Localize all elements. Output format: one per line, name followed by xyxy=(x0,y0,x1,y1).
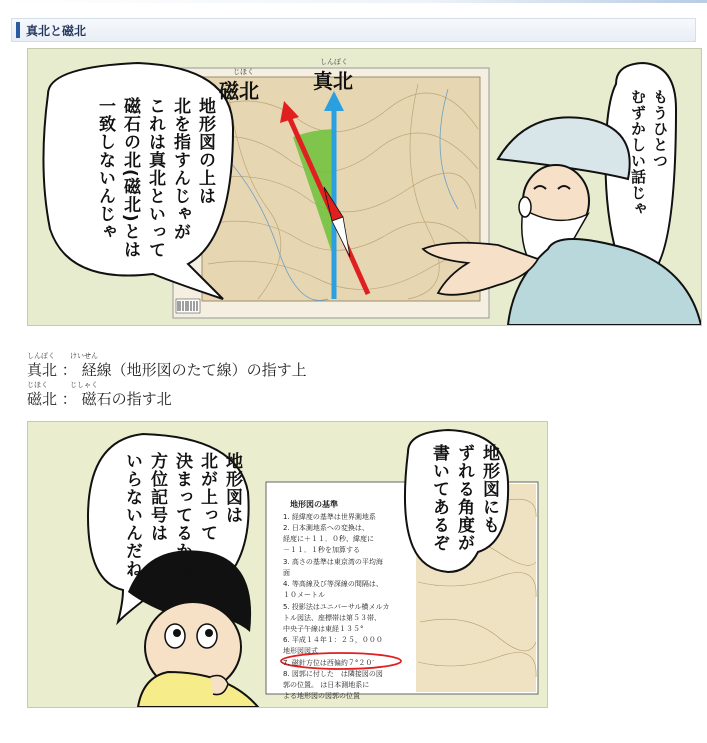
legend-item: トル図法、座標帯は第５３帯、 xyxy=(283,614,381,622)
legend-item: 面 xyxy=(283,569,290,577)
ruby-def-2-term: じほく xyxy=(27,381,48,389)
ruby-def-1-term: しんぽく xyxy=(27,352,55,360)
definition-shinpoku xyxy=(27,359,307,380)
legend-item: 中央子午線は東経１３５° xyxy=(283,625,364,633)
def-separator: ： xyxy=(61,361,77,379)
heading-title: 真北と磁北 xyxy=(26,24,87,38)
ruby-def-1-desc: けいせん xyxy=(70,352,98,360)
comic-panel-1 xyxy=(27,48,702,326)
bubble-line: 決まってるから xyxy=(172,452,192,578)
legend-item: 5. 投影法はユニバーサル横メルカ xyxy=(283,603,390,611)
ruby-jihoku: じほく xyxy=(233,68,254,76)
definition-jihoku xyxy=(27,388,172,409)
legend-item: 経度に＋１１．０秒、緯度に xyxy=(283,535,374,543)
label-shinpoku: 真北 xyxy=(313,69,353,93)
bubble-right-line: もうひとつ xyxy=(651,89,669,169)
bubble-left-line: これは真北といって xyxy=(145,97,165,259)
bubble-left-line: 一致しないんじゃ xyxy=(95,97,115,241)
bubble-line: いらないんだね xyxy=(122,452,142,578)
legend-item: 地形図図式 xyxy=(283,647,318,655)
legend-item-highlighted: 7. 磁針方位は西偏約７°２０′ xyxy=(283,659,374,667)
legend-item: 1. 経緯度の基準は世界測地系 xyxy=(283,513,376,521)
bubble-line: 方位記号は xyxy=(147,452,167,542)
legend-item: －１１．１秒を加算する xyxy=(283,546,360,554)
bubble-left-line: 北を指すんじゃが xyxy=(170,97,190,241)
def-separator: ： xyxy=(61,390,77,408)
ruby-def-2-desc: じしゃく xyxy=(70,381,98,389)
legend-item: 8. 図郭に付した は隣接図の図 xyxy=(283,670,383,678)
bubble-line: ずれる角度が xyxy=(454,444,474,552)
bubble-right-2-text xyxy=(426,444,501,564)
legend-item: 6. 平成１４年１：２５，０００ xyxy=(283,636,383,644)
legend-item: 2. 日本測地系への変換は、 xyxy=(283,524,369,532)
def-term: 磁北 xyxy=(27,390,58,408)
legend-item: よる地形図の図郭の位置 xyxy=(283,692,360,700)
legend-item: 4. 等高線及び等深線の間隔は、 xyxy=(283,580,383,588)
bubble-line: 地形図にも xyxy=(479,444,499,534)
bubble-right-line: むずかしい話じゃ xyxy=(629,89,647,217)
section-heading xyxy=(11,18,696,42)
bubble-left-line: 磁石の北(磁北)とは xyxy=(120,97,140,259)
legend-title: 地形図の基準 xyxy=(290,500,338,509)
legend-item: 3. 高さの基準は東京湾の平均海 xyxy=(283,558,383,566)
bubble-left-line: 地形図の上は xyxy=(195,97,215,205)
label-jihoku: 磁北 xyxy=(219,79,259,103)
bubble-line: 北が上って xyxy=(197,452,217,542)
legend-item: 郭の位置。 は日本測地系に xyxy=(283,681,370,689)
def-description: 磁石の指す北 xyxy=(81,390,172,408)
bubble-line: 書いてあるぞ xyxy=(429,444,449,552)
def-description: 経線（地形図のたて線）の指す上 xyxy=(81,361,307,379)
ruby-shinpoku: しんぽく xyxy=(320,58,348,66)
bubble-left-text xyxy=(92,97,217,287)
bubble-line: 地形図は xyxy=(222,452,242,524)
def-term: 真北 xyxy=(27,361,58,379)
bubble-right-text xyxy=(627,89,671,264)
top-strip xyxy=(0,0,707,3)
bubble-left-2-text xyxy=(119,452,244,612)
legend-item: １０メートル xyxy=(283,591,325,599)
heading-accent-bar xyxy=(16,22,20,38)
